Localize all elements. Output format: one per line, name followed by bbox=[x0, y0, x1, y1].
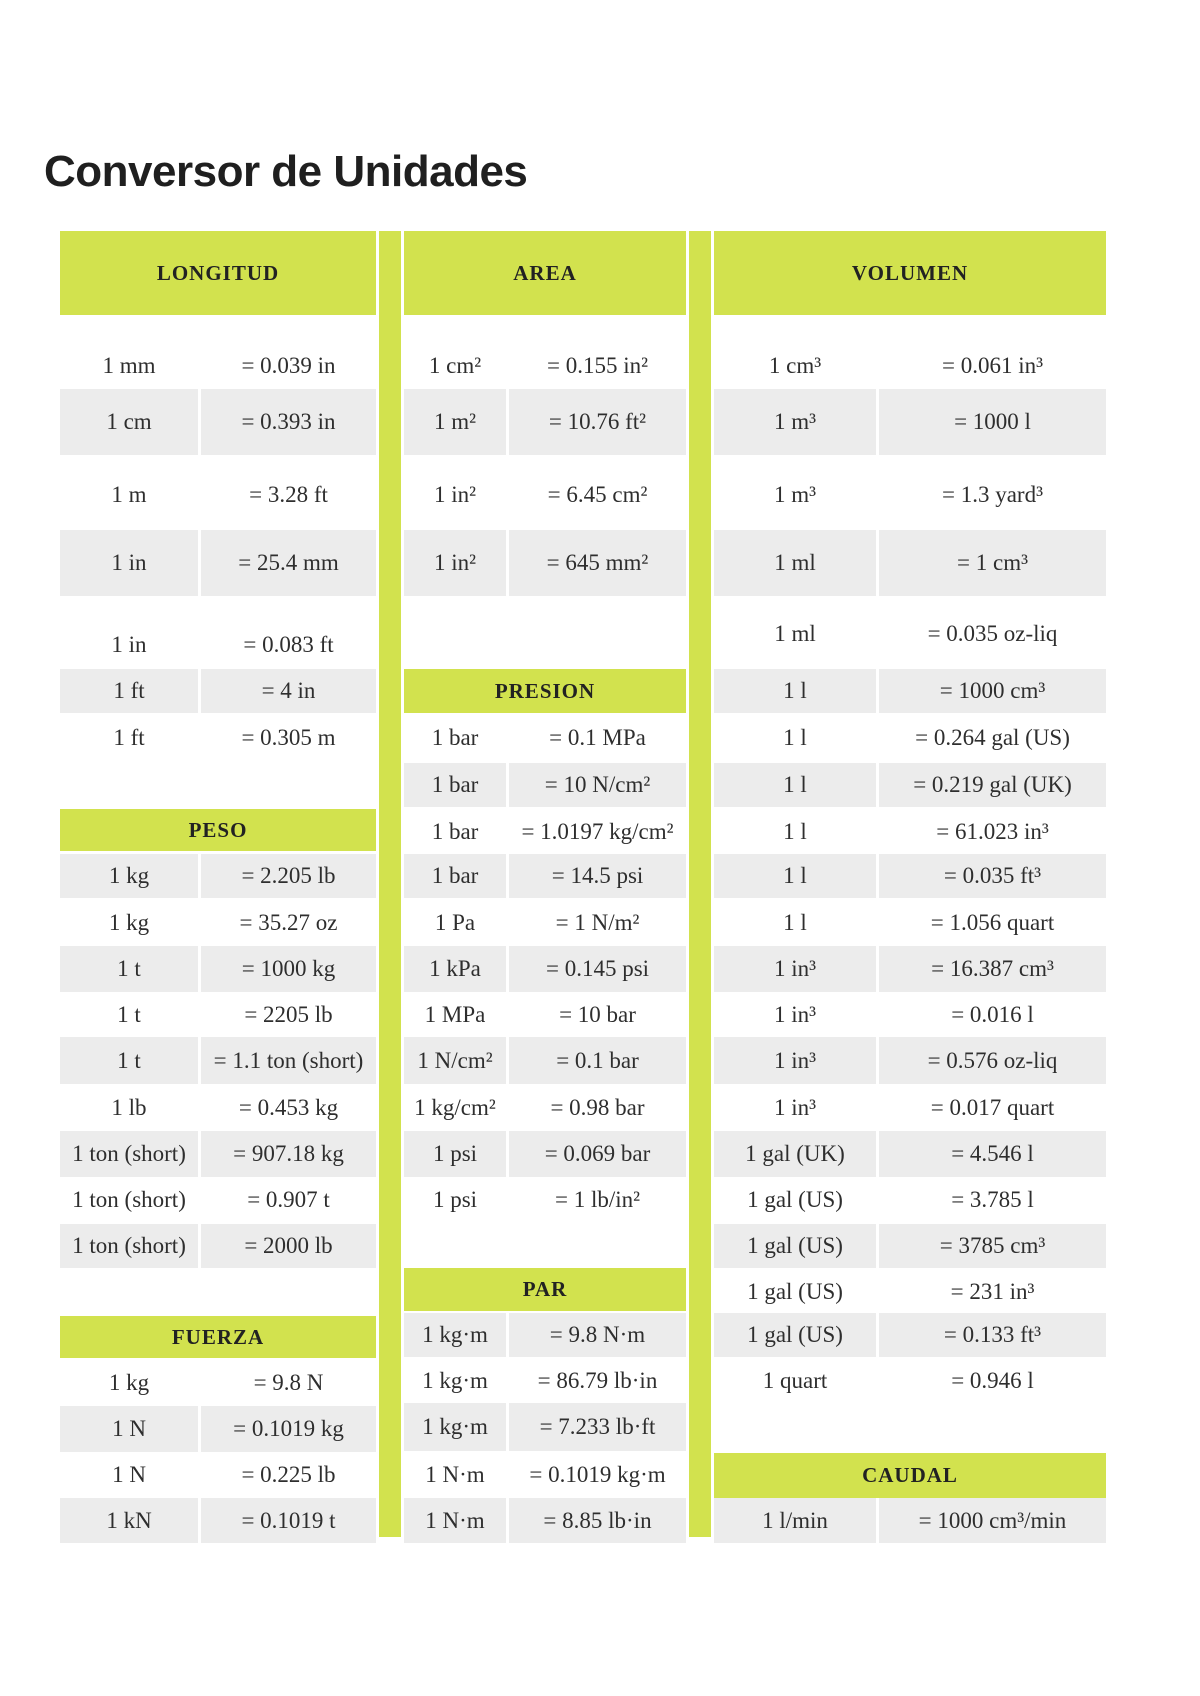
conversion-row bbox=[404, 1498, 686, 1543]
unit-cell: 1 bar bbox=[404, 854, 506, 898]
unit-cell: 1 psi bbox=[432, 1187, 478, 1212]
unit-cell: 1 kg/cm² bbox=[414, 1094, 496, 1120]
conversion-row bbox=[714, 530, 1106, 596]
value-cell: = 0.035 ft³ bbox=[879, 854, 1106, 898]
conversion-row bbox=[714, 991, 1106, 1039]
unit-cell: 1 lb bbox=[111, 1094, 147, 1120]
unit-cell: 1 in bbox=[60, 530, 198, 596]
conversion-row bbox=[60, 1451, 376, 1499]
value-cell: = 9.8 N·m bbox=[509, 1313, 686, 1357]
conversion-row bbox=[404, 389, 686, 455]
value-cell: = 16.387 cm³ bbox=[879, 946, 1106, 992]
value-cell: = 0.219 gal (UK) bbox=[879, 763, 1106, 807]
value-cell: = 6.45 cm² bbox=[547, 482, 648, 507]
value-cell: = 4 in bbox=[201, 669, 376, 713]
value-cell: = 1 lb/in² bbox=[554, 1187, 641, 1212]
conversion-row bbox=[60, 991, 376, 1039]
conversion-row bbox=[714, 1357, 1106, 1404]
conversion-row bbox=[404, 530, 686, 596]
value-cell: = 1000 cm³ bbox=[879, 669, 1106, 713]
unit-cell: 1 kN bbox=[60, 1498, 198, 1543]
conversion-row bbox=[60, 1406, 376, 1452]
section-header-fuerza: FUERZA bbox=[60, 1316, 376, 1358]
conversion-row bbox=[404, 1403, 686, 1451]
value-cell: = 1 N/m² bbox=[555, 909, 640, 935]
unit-cell: 1 ton (short) bbox=[60, 1131, 198, 1177]
conversion-row bbox=[714, 809, 1106, 855]
unit-cell: 1 in² bbox=[404, 530, 506, 596]
conversion-row bbox=[714, 1084, 1106, 1131]
value-cell: = 1.1 ton (short) bbox=[201, 1037, 376, 1084]
value-cell: = 0.133 ft³ bbox=[879, 1313, 1106, 1357]
conversion-row bbox=[714, 1131, 1106, 1177]
value-cell: = 231 in³ bbox=[950, 1278, 1035, 1304]
conversion-row bbox=[60, 946, 376, 992]
conversion-row bbox=[404, 854, 686, 898]
conversion-row bbox=[714, 854, 1106, 898]
conversion-row bbox=[714, 460, 1106, 530]
value-cell: = 0.017 quart bbox=[930, 1094, 1055, 1120]
unit-cell: 1 kg bbox=[60, 854, 198, 898]
conversion-row bbox=[60, 389, 376, 455]
conversion-row bbox=[714, 1270, 1106, 1313]
value-cell: = 61.023 in³ bbox=[936, 819, 1049, 844]
unit-cell: 1 mm bbox=[102, 352, 156, 378]
conversion-row bbox=[714, 1313, 1106, 1357]
conversion-row bbox=[714, 606, 1106, 662]
value-cell: = 0.083 ft bbox=[243, 632, 334, 657]
value-cell: = 10 bar bbox=[559, 1002, 636, 1027]
value-cell: = 9.8 N bbox=[253, 1370, 324, 1395]
unit-cell: 1 kPa bbox=[404, 946, 506, 992]
unit-cell: 1 in³ bbox=[773, 1094, 817, 1120]
value-cell: = 4.546 l bbox=[879, 1131, 1106, 1177]
value-cell: = 1.056 quart bbox=[930, 909, 1055, 935]
unit-cell: 1 kg·m bbox=[404, 1313, 506, 1357]
value-cell: = 1000 kg bbox=[201, 946, 376, 992]
value-cell: = 1000 cm³/min bbox=[879, 1498, 1106, 1543]
value-cell: = 3.785 l bbox=[951, 1187, 1034, 1212]
conversion-row bbox=[404, 460, 686, 530]
unit-cell: 1 N bbox=[60, 1406, 198, 1452]
unit-cell: 1 in³ bbox=[773, 1002, 817, 1027]
unit-cell: 1 quart bbox=[762, 1367, 828, 1393]
conversion-row bbox=[404, 1177, 686, 1223]
conversion-row bbox=[404, 1037, 686, 1084]
unit-cell: 1 gal (US) bbox=[714, 1224, 876, 1268]
conversion-row bbox=[404, 946, 686, 992]
conversion-row bbox=[714, 763, 1106, 807]
value-cell: = 0.061 in³ bbox=[941, 352, 1043, 378]
unit-cell: 1 N·m bbox=[404, 1498, 506, 1543]
unit-cell: 1 N/cm² bbox=[404, 1037, 506, 1084]
conversion-row bbox=[60, 1131, 376, 1177]
unit-cell: 1 t bbox=[60, 946, 198, 992]
unit-cell: 1 psi bbox=[404, 1131, 506, 1177]
value-cell: = 0.453 kg bbox=[238, 1094, 339, 1120]
value-cell: = 1.3 yard³ bbox=[942, 482, 1043, 507]
unit-cell: 1 cm² bbox=[428, 352, 482, 378]
unit-cell: 1 gal (US) bbox=[747, 1187, 843, 1212]
section-header-peso: PESO bbox=[60, 809, 376, 851]
unit-cell: 1 in bbox=[111, 632, 147, 657]
value-cell: = 8.85 lb·in bbox=[509, 1498, 686, 1543]
conversion-row bbox=[714, 1224, 1106, 1268]
value-cell: = 0.576 oz-liq bbox=[879, 1037, 1106, 1084]
value-cell: = 0.1 bar bbox=[509, 1037, 686, 1084]
unit-cell: 1 l bbox=[714, 763, 876, 807]
unit-cell: 1 l bbox=[783, 725, 807, 750]
value-cell: = 0.069 bar bbox=[509, 1131, 686, 1177]
value-cell: = 0.264 gal (US) bbox=[915, 725, 1070, 750]
unit-cell: 1 N·m bbox=[425, 1462, 485, 1487]
unit-cell: 1 kg·m bbox=[404, 1403, 506, 1451]
value-cell: = 645 mm² bbox=[509, 530, 686, 596]
unit-cell: 1 N bbox=[112, 1462, 146, 1487]
value-cell: = 0.039 in bbox=[241, 352, 336, 378]
conversion-row bbox=[714, 669, 1106, 713]
unit-cell: 1 t bbox=[117, 1002, 141, 1027]
unit-cell: 1 gal (US) bbox=[747, 1278, 843, 1304]
conversion-row bbox=[714, 1177, 1106, 1223]
unit-cell: 1 in³ bbox=[714, 946, 876, 992]
conversion-row bbox=[60, 713, 376, 763]
conversion-row bbox=[714, 713, 1106, 763]
conversion-row bbox=[60, 1037, 376, 1084]
value-cell: = 0.155 in² bbox=[546, 352, 648, 378]
value-cell: = 35.27 oz bbox=[239, 909, 338, 935]
value-cell: = 0.393 in bbox=[201, 389, 376, 455]
unit-cell: 1 m bbox=[111, 482, 147, 507]
conversion-row bbox=[404, 1131, 686, 1177]
conversion-row bbox=[404, 991, 686, 1039]
conversion-row bbox=[714, 946, 1106, 992]
conversion-row bbox=[404, 1451, 686, 1499]
value-cell: = 0.1019 kg·m bbox=[529, 1462, 666, 1487]
unit-cell: 1 l bbox=[783, 819, 807, 844]
unit-cell: 1 kg bbox=[108, 909, 150, 935]
conversion-row bbox=[60, 899, 376, 946]
conversion-row bbox=[60, 854, 376, 898]
value-cell: = 2205 lb bbox=[244, 1002, 333, 1027]
conversion-row bbox=[714, 899, 1106, 946]
column-divider bbox=[379, 231, 401, 1537]
unit-cell: 1 m² bbox=[404, 389, 506, 455]
value-cell: = 14.5 psi bbox=[509, 854, 686, 898]
value-cell: = 0.305 m bbox=[241, 725, 336, 750]
unit-cell: 1 ton (short) bbox=[60, 1224, 198, 1268]
value-cell: = 2000 lb bbox=[201, 1224, 376, 1268]
unit-cell: 1 bar bbox=[431, 819, 479, 844]
conversion-row bbox=[714, 389, 1106, 455]
unit-cell: 1 kg·m bbox=[422, 1367, 488, 1393]
value-cell: = 0.1 MPa bbox=[549, 725, 646, 750]
value-cell: = 25.4 mm bbox=[201, 530, 376, 596]
section-header-area: AREA bbox=[404, 231, 686, 315]
conversion-row bbox=[404, 1313, 686, 1357]
unit-cell: 1 t bbox=[60, 1037, 198, 1084]
unit-cell: 1 ml bbox=[714, 530, 876, 596]
conversion-row bbox=[60, 1360, 376, 1406]
conversion-row bbox=[714, 1037, 1106, 1084]
section-header-longitud: LONGITUD bbox=[60, 231, 376, 315]
value-cell: = 1000 l bbox=[879, 389, 1106, 455]
unit-cell: 1 l bbox=[714, 854, 876, 898]
value-cell: = 0.035 oz-liq bbox=[927, 621, 1058, 646]
value-cell: = 0.98 bar bbox=[550, 1094, 645, 1120]
unit-cell: 1 ml bbox=[774, 621, 816, 646]
conversion-row bbox=[60, 1084, 376, 1131]
section-header-par: PAR bbox=[404, 1268, 686, 1311]
page-title: Conversor de Unidades bbox=[44, 147, 528, 196]
conversion-row bbox=[714, 1498, 1106, 1543]
unit-cell: 1 gal (US) bbox=[714, 1313, 876, 1357]
unit-cell: 1 bar bbox=[431, 725, 479, 750]
conversion-row bbox=[404, 342, 686, 389]
section-header-caudal: CAUDAL bbox=[714, 1453, 1106, 1498]
value-cell: = 907.18 kg bbox=[201, 1131, 376, 1177]
unit-cell: 1 l bbox=[714, 669, 876, 713]
conversion-row bbox=[714, 342, 1106, 389]
conversion-row bbox=[404, 1357, 686, 1404]
unit-cell: 1 m³ bbox=[714, 389, 876, 455]
value-cell: = 0.016 l bbox=[951, 1002, 1034, 1027]
conversion-row bbox=[404, 763, 686, 807]
unit-cell: 1 kg bbox=[108, 1370, 150, 1395]
value-cell: = 1.0197 kg/cm² bbox=[521, 819, 674, 844]
unit-cell: 1 bar bbox=[404, 763, 506, 807]
unit-cell: 1 Pa bbox=[434, 909, 476, 935]
value-cell: = 0.1019 t bbox=[201, 1498, 376, 1543]
unit-cell: 1 ft bbox=[113, 725, 145, 750]
value-cell: = 0.907 t bbox=[247, 1187, 330, 1212]
value-cell: = 0.225 lb bbox=[241, 1462, 336, 1487]
unit-cell: 1 in² bbox=[433, 482, 477, 507]
conversion-row bbox=[404, 809, 686, 855]
value-cell: = 7.233 lb·ft bbox=[509, 1403, 686, 1451]
unit-cell: 1 l/min bbox=[714, 1498, 876, 1543]
section-header-presion: PRESION bbox=[404, 669, 686, 713]
unit-cell: 1 ft bbox=[60, 669, 198, 713]
value-cell: = 0.946 l bbox=[951, 1367, 1034, 1393]
value-cell: = 3.28 ft bbox=[249, 482, 328, 507]
section-header-volumen: VOLUMEN bbox=[714, 231, 1106, 315]
unit-cell: 1 m³ bbox=[773, 482, 817, 507]
value-cell: = 3785 cm³ bbox=[879, 1224, 1106, 1268]
unit-cell: 1 cm³ bbox=[768, 352, 822, 378]
value-cell: = 10 N/cm² bbox=[509, 763, 686, 807]
conversion-row bbox=[60, 1177, 376, 1223]
value-cell: = 0.145 psi bbox=[509, 946, 686, 992]
value-cell: = 2.205 lb bbox=[201, 854, 376, 898]
value-cell: = 10.76 ft² bbox=[509, 389, 686, 455]
conversion-row bbox=[404, 713, 686, 763]
unit-cell: 1 gal (UK) bbox=[714, 1131, 876, 1177]
unit-cell: 1 l bbox=[783, 909, 807, 935]
conversion-row bbox=[60, 342, 376, 389]
unit-cell: 1 in³ bbox=[714, 1037, 876, 1084]
value-cell: = 86.79 lb·in bbox=[537, 1367, 658, 1393]
unit-cell: 1 ton (short) bbox=[72, 1187, 186, 1212]
column-divider bbox=[689, 231, 711, 1537]
conversion-row bbox=[60, 1498, 376, 1543]
value-cell: = 0.1019 kg bbox=[201, 1406, 376, 1452]
conversion-row bbox=[404, 899, 686, 946]
conversion-row bbox=[60, 460, 376, 530]
unit-cell: 1 cm bbox=[60, 389, 198, 455]
conversion-row bbox=[60, 530, 376, 596]
conversion-row bbox=[60, 669, 376, 713]
value-cell: = 1 cm³ bbox=[879, 530, 1106, 596]
conversion-row bbox=[404, 1084, 686, 1131]
unit-cell: 1 MPa bbox=[424, 1002, 486, 1027]
conversion-row bbox=[60, 1224, 376, 1268]
